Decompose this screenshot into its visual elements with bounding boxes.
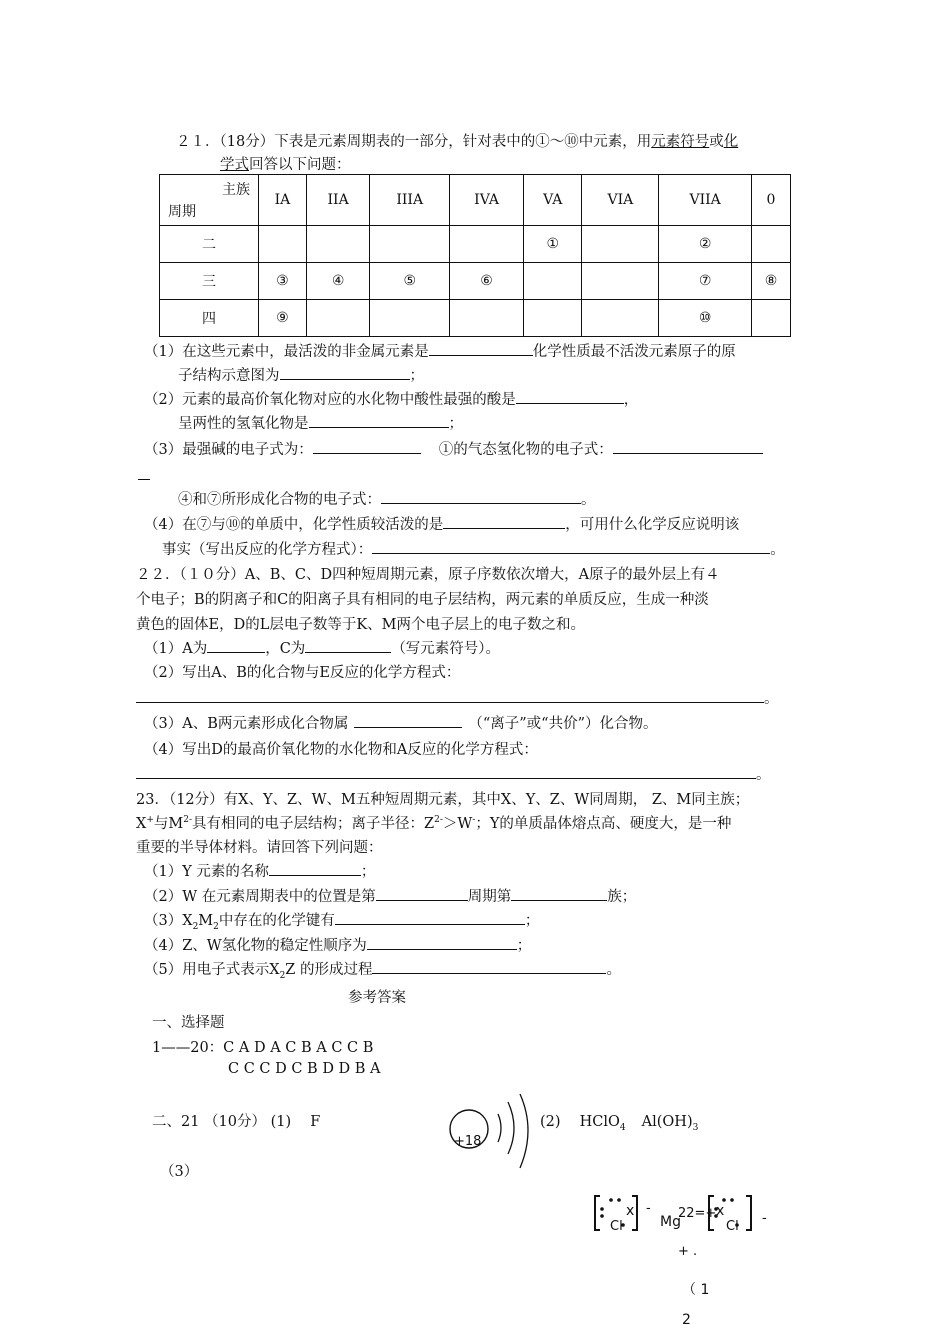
group-header: VA	[524, 175, 582, 226]
group-header: IA	[259, 175, 307, 226]
group-header: 0	[752, 175, 791, 226]
table-cell: ⑦	[659, 263, 752, 300]
period-label: 三	[160, 263, 259, 300]
table-cell: ⑩	[659, 300, 752, 337]
answer-blank[interactable]	[511, 885, 607, 901]
q21-part2-line2: 呈两性的氢氧化物是 ；	[178, 412, 463, 433]
table-cell: ⑥	[450, 263, 524, 300]
answer-blank[interactable]	[376, 885, 468, 901]
table-corner-cell: 主族 周期	[160, 175, 259, 226]
table-row	[160, 226, 791, 263]
table-header-row	[160, 175, 791, 226]
q23-part4: （4）Z、W氢化物的稳定性顺序为 ；	[144, 934, 531, 955]
group-header: IIIA	[370, 175, 450, 226]
q23-part1: （1）Y 元素的名称 ；	[144, 860, 375, 881]
magnesium-symbol: Mg	[660, 1214, 681, 1230]
table-cell	[582, 300, 659, 337]
nucleus-charge: +18	[454, 1134, 482, 1149]
table-cell	[450, 226, 524, 263]
q22-part4-answer: 。	[136, 763, 771, 784]
q21-part4-line2: 事实（写出反应的化学方程式）： 。	[162, 538, 785, 559]
table-cell	[752, 226, 791, 263]
q22-part2: （2）写出A、B的化合物与E反应的化学方程式：	[144, 665, 461, 681]
table-row	[160, 263, 791, 300]
answer-blank[interactable]	[138, 464, 150, 480]
table-cell	[524, 263, 582, 300]
q21-part1-line1: （1）在这些元素中，最活泼的非金属元素是 化学性质最不活泼元素原子的原	[144, 340, 736, 361]
electron-shell-arc	[498, 1114, 501, 1142]
answer-blank[interactable]	[613, 438, 763, 454]
q21-part3-line1: （3）最强碱的电子式为： ①的气态氢化物的电子式：	[144, 438, 763, 459]
table-cell	[524, 300, 582, 337]
table-row	[160, 300, 791, 337]
q21-part1-line2: 子结构示意图为 ；	[178, 364, 424, 385]
chlorine-symbol: Cl	[726, 1219, 739, 1234]
group-header: IIA	[306, 175, 370, 226]
answer-blank[interactable]	[367, 934, 517, 950]
answer-blank[interactable]	[207, 637, 265, 653]
table-cell: ④	[306, 263, 370, 300]
table-cell	[582, 263, 659, 300]
q21-intro-line1: ２１．（18分）下表是元素周期表的一部分，针对表中的①～⑩中元素，用元素符号或化	[176, 134, 739, 150]
group-header: IVA	[450, 175, 524, 226]
q21-intro-line2: 学式回答以下问题：	[220, 157, 351, 173]
charge-minus: -	[762, 1211, 767, 1226]
answer-blank[interactable]	[372, 538, 770, 554]
q21-part3-wrap	[138, 464, 150, 484]
q23-part3: $(3)X_2M_2$中存在的化学键有 ；	[144, 909, 539, 932]
table-cell: ③	[259, 263, 307, 300]
answer-blank[interactable]	[381, 488, 581, 504]
table-cell	[582, 226, 659, 263]
period-label: 二	[160, 226, 259, 263]
table-cell: ①	[524, 226, 582, 263]
q22-line1: ２２．（１０分）A、B、C、D四种短周期元素，原子序数依次增大，A原子的最外层上有４	[136, 567, 720, 583]
table-cell	[259, 226, 307, 263]
q22-line2: 个电子；B的阴离子和C的阳离子具有相同的电子层结构，两元素的单质反应，生成一种淡	[136, 592, 709, 608]
q23-line3: 重要的半导体材料。请回答下列问题：	[136, 840, 383, 856]
answer-blank[interactable]	[429, 340, 533, 356]
table-cell: ②	[659, 226, 752, 263]
table-cell: ⑤	[370, 263, 450, 300]
q22-part1: （1）A为 ，C为 （写元素符号）。	[144, 637, 500, 658]
answers-row2: C C C D C B D D B A	[228, 1061, 381, 1077]
answers-part3: （3）	[160, 1164, 199, 1180]
table-cell	[370, 226, 450, 263]
table-cell	[306, 300, 370, 337]
answer-blank[interactable]	[443, 513, 565, 529]
q21-part4-line1: （4）在⑦与⑩的单质中，化学性质较活泼的是 ，可用什么化学反应说明该	[144, 513, 739, 534]
electron-x: x	[626, 1203, 635, 1219]
q22-line3: 黄色的固体E，D的L层电子数等于K、M两个电子层上的电子数之和。	[136, 617, 586, 633]
answer-blank[interactable]	[372, 958, 606, 974]
q23-line2: X+与$M^{2-}$具有相同的电子层结构；离子半径：$Z^{2-}>W^-$；Y的单质晶体熔点高、硬度大，是一种	[136, 815, 732, 832]
q23-part5: （5）用电子式表示$X_2Z$ 的形成过程 。	[144, 958, 621, 981]
answer-blank[interactable]	[309, 412, 449, 428]
table-cell	[370, 300, 450, 337]
answer-blank[interactable]	[335, 909, 525, 925]
q22-part3: （3）A、B两元素形成化合物属 （“离子”或“共价”）化合物。	[144, 712, 658, 733]
table-cell: ⑨	[259, 300, 307, 337]
page-number: 2	[682, 1312, 691, 1328]
electron-shell-arc	[508, 1102, 514, 1154]
group-header: VIIA	[659, 175, 752, 226]
answers-title: 参考答案	[348, 990, 406, 1006]
answers-section2: 二、21 （10分） (1) F	[152, 1114, 321, 1130]
answers-row1: 1——20：C A D A C B A C C B	[152, 1040, 374, 1056]
answer-blank[interactable]	[354, 712, 462, 728]
table-cell: ⑧	[752, 263, 791, 300]
chlorine-symbol: Cl	[610, 1219, 623, 1234]
period-label: 四	[160, 300, 259, 337]
answers-part4-start: （ 1	[682, 1282, 710, 1298]
magnesium-charge: 22=+	[678, 1206, 717, 1221]
q23-line1: 23．（12分）有X、Y、Z、W、M五种短周期元素，其中X、Y、Z、W同周期， Z、M同主族；	[136, 792, 750, 808]
table-cell	[752, 300, 791, 337]
answer-blank[interactable]	[280, 364, 410, 380]
group-header: VIA	[582, 175, 659, 226]
electron-x: x	[716, 1203, 725, 1219]
answer-blank[interactable]	[136, 687, 764, 703]
q23-part2: （2）W 在元素周期表中的位置是第 周期第 族；	[144, 885, 636, 906]
answer-blank[interactable]	[269, 860, 361, 876]
plus-dot: + .	[678, 1244, 698, 1259]
periodic-table	[159, 174, 791, 337]
answer-blank[interactable]	[313, 438, 421, 454]
answers-section1: 一、选择题	[152, 1015, 225, 1031]
q22-part4: （4）写出D的最高价氧化物的水化物和A反应的化学方程式：	[144, 742, 538, 758]
electron-shell-arc	[520, 1094, 528, 1168]
answer-blank[interactable]	[305, 637, 391, 653]
table-cell	[306, 226, 370, 263]
q21-part3-line2: ④和⑦所形成化合物的电子式： 。	[178, 488, 596, 509]
q22-part2-answer: 。	[136, 687, 779, 708]
charge-minus: -	[646, 1201, 651, 1216]
answer-blank[interactable]	[136, 763, 756, 779]
answer-blank[interactable]	[516, 388, 624, 404]
table-cell	[450, 300, 524, 337]
answers-part2: (2) HClO$_4$ $Al(OH)_3$	[540, 1114, 699, 1133]
atom-structure-diagram	[440, 1088, 550, 1178]
q21-part2-line1: （2）元素的最高价氧化物对应的水化物中酸性最强的酸是 ，	[144, 388, 638, 409]
